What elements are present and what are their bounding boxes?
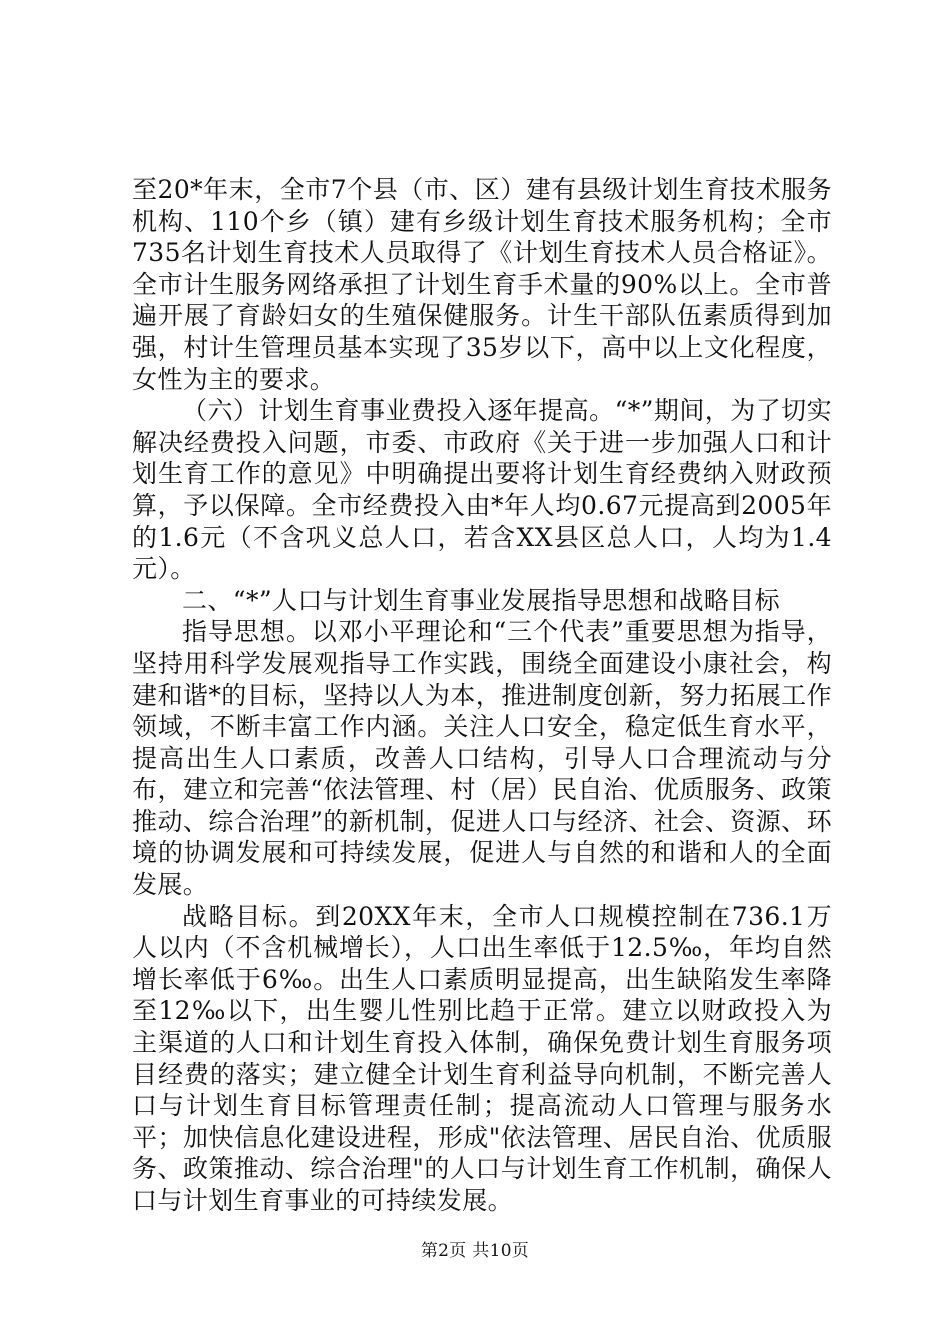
paragraph-strategic-goals: 战略目标。到20XX年末，全市人口规模控制在736.1万人以内（不含机械增长），人口出生率低于12.5‰，年均自然增长率低于6‰。出生人口素质明显提高，出生缺陷发生率降至12‰以下，出生婴儿性别比趋于正常。建立以财政投入为主渠道的人口和计划生育投入体制，确保免费计划生育服务项目经费的落实；建立健全计划生育利益导向机制，不断完善人口与计划生育目标管理责任制；提高流动人口管理与服务水平；加快信息化建设进程，形成"依法管理、居民自治、优质服务、政策推动、综合治理"的人口与计划生育工作机制，确保人口与计划生育事业的可持续发展。 xyxy=(132,901,832,1215)
paragraph-funding: （六）计划生育事业费投入逐年提高。“*”期间，为了切实解决经费投入问题，市委、市政府《关于进一步加强人口和计划生育工作的意见》中明确提出要将计划生育经费纳入财政预算，予以保障。全市经费投入由*年人均0.67元提高到2005年的1.6元（不含巩义总人口，若含XX县区总人口，人均为1.4元）。 xyxy=(132,396,832,584)
section-heading-strategy: 二、“*”人口与计划生育事业发展指导思想和战略目标 xyxy=(182,585,781,615)
paragraph-service-network: 至20*年末，全市7个县（市、区）建有县级计划生育技术服务机构、110个乡（镇）建有乡级计划生育技术服务机构；全市735名计划生育技术人员取得了《计划生育技术人员合格证》。全市计生服务网络承担了计划生育手术量的90%以上。全市普遍开展了育龄妇女的生殖保健服务。计生干部队伍素质得到加强，村计生管理员基本实现了35岁以下，高中以上文化程度，女性为主的要求。 xyxy=(132,175,832,394)
document-body xyxy=(132,174,832,1217)
page-number-footer: 第2页 共10页 xyxy=(420,1241,530,1261)
paragraph-guiding-thought: 指导思想。以邓小平理论和“三个代表”重要思想为指导，坚持用科学发展观指导工作实践，围绕全面建设小康社会，构建和谐*的目标，坚持以人为本，推进制度创新，努力拓展工作领域，不断丰富工作内涵。关注人口安全，稳定低生育水平，提高出生人口素质，改善人口结构，引导人口合理流动与分布，建立和完善“依法管理、村（居）民自治、优质服务、政策推动、综合治理”的新机制，促进人口与经济、社会、资源、环境的协调发展和可持续发展，促进人与自然的和谐和人的全面发展。 xyxy=(132,617,832,900)
